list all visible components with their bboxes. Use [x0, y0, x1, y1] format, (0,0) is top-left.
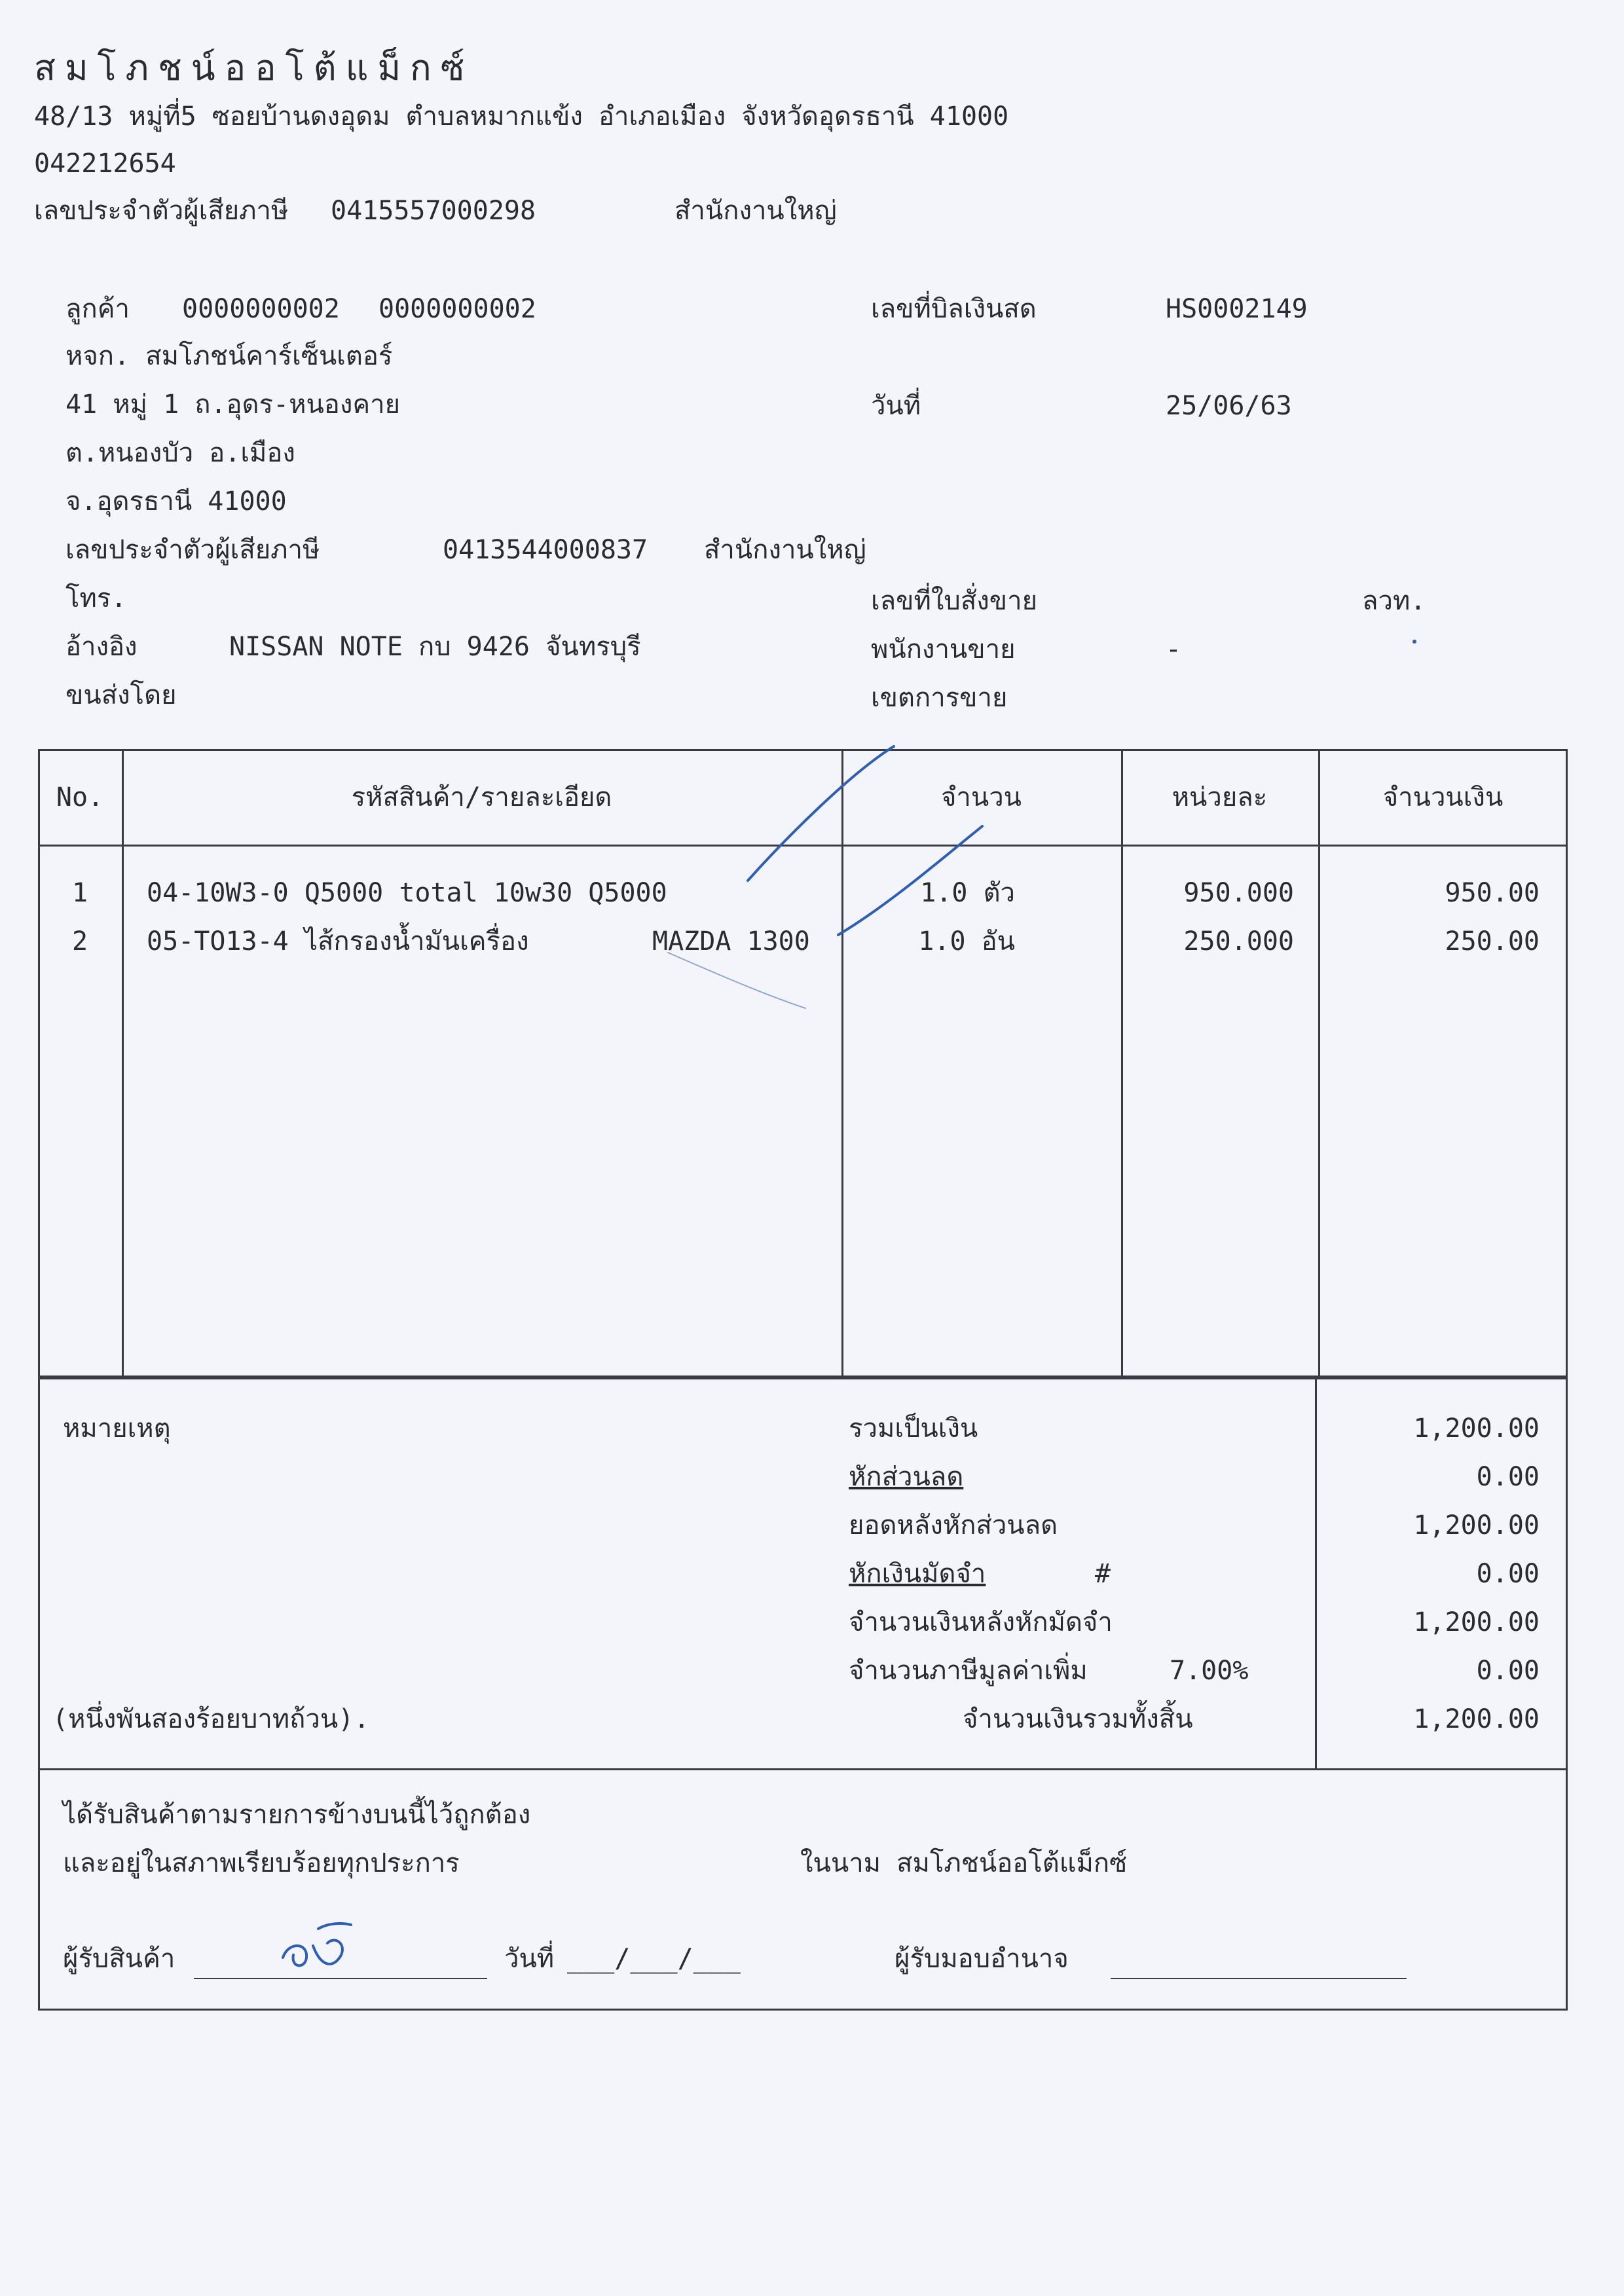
- header-quantity: จำนวน: [940, 782, 1022, 812]
- row-quantity: 1.0 ตัว: [920, 878, 1015, 908]
- amount-in-words: (หนึ่งพันสองร้อยบาทถ้วน).: [52, 1704, 370, 1734]
- summary-discount-value: 0.00: [1476, 1462, 1540, 1492]
- header-unit-price: หน่วยละ: [1172, 782, 1268, 812]
- salesperson-label: พนักงานขาย: [871, 634, 1016, 665]
- customer-branch: สำนักงานใหญ่: [704, 535, 866, 565]
- header-no: No.: [56, 782, 104, 812]
- summary-after-discount-label: ยอดหลังหักส่วนลด: [849, 1510, 1058, 1540]
- footer-date-label: วันที่: [504, 1944, 555, 1974]
- customer-tax-id: 0413544000837: [443, 535, 648, 565]
- summary-vat-rate: 7.00%: [1170, 1656, 1249, 1686]
- summary-after-discount-value: 1,200.00: [1413, 1510, 1540, 1540]
- pen-check-stroke: [838, 826, 982, 935]
- handwritten-signature: [283, 1923, 351, 1965]
- invoice-date: 25/06/63: [1166, 391, 1292, 421]
- company-tax-id: 0415557000298: [331, 196, 536, 226]
- summary-after-deposit-value: 1,200.00: [1413, 1607, 1540, 1637]
- header-description: รหัสสินค้า/รายละเอียด: [351, 782, 612, 812]
- summary-subtotal-label: รวมเป็นเงิน: [849, 1413, 978, 1444]
- row-no: 2: [71, 926, 88, 957]
- date-label: วันที่: [871, 391, 921, 421]
- remarks-label: หมายเหตุ: [63, 1413, 171, 1444]
- summary-grand-total-label: จำนวนเงินรวมทั้งสิ้น: [963, 1704, 1193, 1734]
- customer-address-3: จ.อุดรธานี 41000: [65, 486, 287, 517]
- on-behalf-of: ในนาม สมโภชน์ออโต้แม็กซ์: [800, 1848, 1128, 1878]
- row-unit-price: 950.000: [1183, 878, 1294, 908]
- summary-deposit-value: 0.00: [1476, 1559, 1540, 1589]
- pen-dot: [1412, 640, 1416, 644]
- header-amount: จำนวนเงิน: [1382, 782, 1504, 812]
- received-statement-1: ได้รับสินค้าตามรายการข้างบนนี้ไว้ถูกต้อง: [63, 1800, 531, 1830]
- summary-vat-value: 0.00: [1476, 1656, 1540, 1686]
- summary-subtotal-value: 1,200.00: [1413, 1413, 1540, 1444]
- salesperson: -: [1166, 634, 1182, 665]
- row-description: 04-10W3-0 Q5000 total 10w30 Q5000: [147, 878, 667, 908]
- company-phone: 042212654: [34, 149, 176, 179]
- company-tax-id-label: เลขประจำตัวผู้เสียภาษี: [34, 196, 289, 226]
- row-amount: 250.00: [1445, 926, 1540, 957]
- shipping-label: ขนส่งโดย: [65, 680, 177, 710]
- order-no: ลวท.: [1362, 586, 1426, 616]
- summary-discount-label: หักส่วนลด: [849, 1462, 964, 1492]
- reference-value: NISSAN NOTE กบ 9426 จันทรบุรี: [229, 632, 641, 662]
- customer-code-2: 0000000002: [378, 294, 536, 324]
- customer-address-2: ต.หนองบัว อ.เมือง: [65, 438, 295, 468]
- customer-label: ลูกค้า: [65, 294, 130, 324]
- authorized-label: ผู้รับมอบอำนาจ: [895, 1944, 1069, 1974]
- row-quantity: 1.0 อัน: [918, 926, 1015, 957]
- summary-vat-label: จำนวนภาษีมูลค่าเพิ่ม: [849, 1656, 1088, 1686]
- company-name: สมโภชน์ออโต้แม็กซ์: [34, 47, 474, 88]
- summary-after-deposit-label: จำนวนเงินหลังหักมัดจำ: [849, 1607, 1113, 1637]
- footer-date-blank: ___/___/___: [567, 1944, 741, 1974]
- customer-code-1: 0000000002: [182, 294, 340, 324]
- row-unit-price: 250.000: [1183, 926, 1294, 957]
- customer-name: หจก. สมโภชน์คาร์เซ็นเตอร์: [65, 341, 393, 371]
- reference-label: อ้างอิง: [65, 632, 138, 662]
- sales-area-label: เขตการขาย: [871, 683, 1008, 713]
- pen-faint-stroke: [668, 953, 805, 1008]
- summary-deposit-hash: #: [1095, 1559, 1111, 1589]
- row-amount: 950.00: [1445, 878, 1540, 908]
- row-no: 1: [71, 878, 88, 908]
- bill-no: HS0002149: [1166, 294, 1308, 324]
- pen-check-stroke: [748, 746, 894, 881]
- customer-address-1: 41 หมู่ 1 ถ.อุดร-หนองคาย: [65, 390, 401, 420]
- received-statement-2: และอยู่ในสภาพเรียบร้อยทุกประการ: [63, 1848, 460, 1878]
- row-description: 05-TO13-4 ไส้กรองน้ำมันเครื่อง: [147, 926, 529, 957]
- customer-tax-id-label: เลขประจำตัวผู้เสียภาษี: [65, 535, 320, 565]
- row-extra: MAZDA 1300: [652, 926, 810, 957]
- summary-deposit-label: หักเงินมัดจำ: [849, 1559, 986, 1589]
- receiver-label: ผู้รับสินค้า: [63, 1944, 175, 1974]
- order-no-label: เลขที่ใบสั่งขาย: [871, 586, 1038, 616]
- customer-phone-label: โทร.: [65, 583, 127, 613]
- company-address: 48/13 หมู่ที่5 ซอยบ้านดงอุดม ตำบลหมากแข้ง อำเภอเมือง จังหวัดอุดรธานี 41000: [34, 101, 1009, 132]
- summary-grand-total-value: 1,200.00: [1413, 1704, 1540, 1734]
- bill-no-label: เลขที่บิลเงินสด: [871, 294, 1037, 324]
- company-branch: สำนักงานใหญ่: [674, 196, 837, 226]
